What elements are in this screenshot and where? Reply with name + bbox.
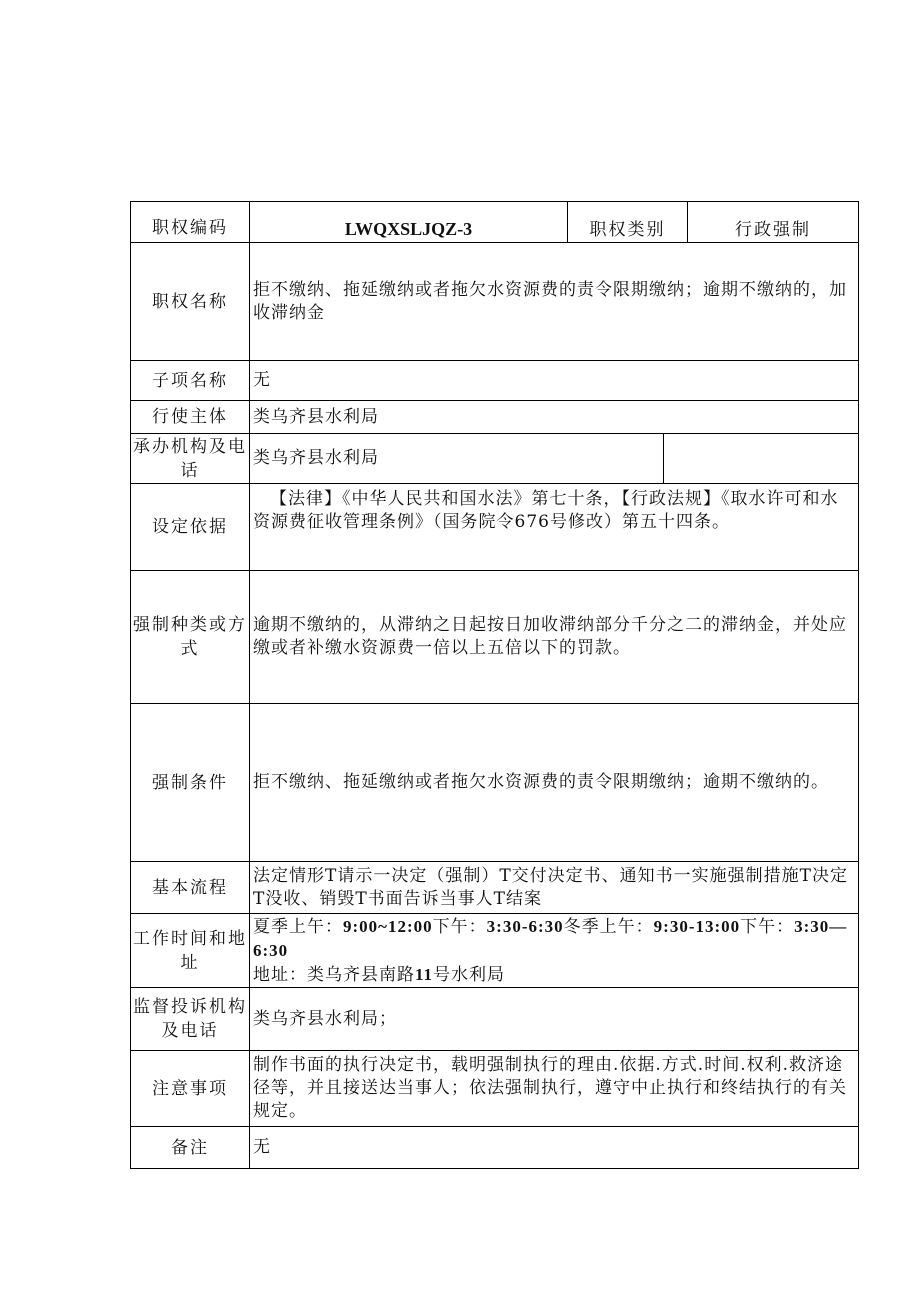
method-value: 逾期不缴纳的，从滞纳之日起按日加收滞纳部分千分之二的滞纳金，并处应缴或者补缴水资源费一倍以上五倍以下的罚款。 [253, 615, 847, 658]
notes-value: 制作书面的执行决定书，载明强制执行的理由.依据.方式.时间.权利.救济途径等，并且接送达当事人；依法强制执行，遵守中止执行和终结执行的有关规定。 [253, 1055, 847, 1121]
row-subject [130, 401, 859, 434]
name-label: 职权名称 [131, 243, 250, 360]
code-value: LWQXSLJQZ-3 [250, 202, 568, 242]
remark-label: 备注 [131, 1127, 250, 1168]
authority-table [130, 201, 859, 1169]
row-method [130, 571, 859, 704]
agency-label: 承办机构及电话 [131, 434, 250, 483]
subject-label: 行使主体 [131, 401, 250, 433]
supervise-value: 类乌齐县水利局； [253, 1008, 397, 1029]
worktime-value: 夏季上午：9:00~12:00下午：3:30-6:30冬季上午：9:30-13:00下午：3:30—6:30 地址：类乌齐县南路11号水利局 [253, 916, 848, 985]
supervise-label: 监督投诉机构及电话 [131, 988, 250, 1050]
process-value: 法定情形T请示一决定（强制）T交付决定书、通知书一实施强制措施T决定T没收、销毁T书面告诉当事人T结案 [253, 865, 849, 909]
row-subitem [130, 361, 859, 401]
code-label: 职权编码 [131, 202, 250, 242]
process-label: 基本流程 [131, 862, 250, 913]
notes-label: 注意事项 [131, 1051, 250, 1126]
row-worktime [130, 914, 859, 988]
row-supervise [130, 988, 859, 1051]
row-name [130, 243, 859, 361]
basis-label: 设定依据 [131, 484, 250, 570]
subitem-label: 子项名称 [131, 361, 250, 400]
condition-value: 拒不缴纳、拖延缴纳或者拖欠水资源费的责令限期缴纳；逾期不缴纳的。 [253, 772, 829, 792]
name-value: 拒不缴纳、拖延缴纳或者拖欠水资源费的责令限期缴纳；逾期不缴纳的，加收滞纳金 [253, 279, 847, 323]
worktime-label: 工作时间和地址 [131, 914, 250, 987]
agency-phone-cell [664, 434, 858, 483]
header-row [130, 201, 859, 243]
row-basis [130, 484, 859, 571]
subject-value: 类乌齐县水利局 [253, 406, 379, 427]
basis-value: 【法律】《中华人民共和国水法》第七十条，【行政法规】《取水许可和水资源费征收管理条例》（国务院令676号修改）第五十四条。 [253, 489, 839, 532]
agency-value: 类乌齐县水利局 [250, 434, 664, 483]
row-remark [130, 1127, 859, 1169]
subitem-value: 无 [253, 370, 271, 390]
row-notes [130, 1051, 859, 1127]
row-condition [130, 704, 859, 862]
row-agency [130, 434, 859, 484]
category-label: 职权类别 [568, 202, 688, 242]
method-label: 强制种类或方式 [131, 571, 250, 703]
remark-value: 无 [253, 1137, 271, 1157]
category-value: 行政强制 [735, 220, 811, 240]
row-process [130, 862, 859, 914]
condition-label: 强制条件 [131, 704, 250, 861]
